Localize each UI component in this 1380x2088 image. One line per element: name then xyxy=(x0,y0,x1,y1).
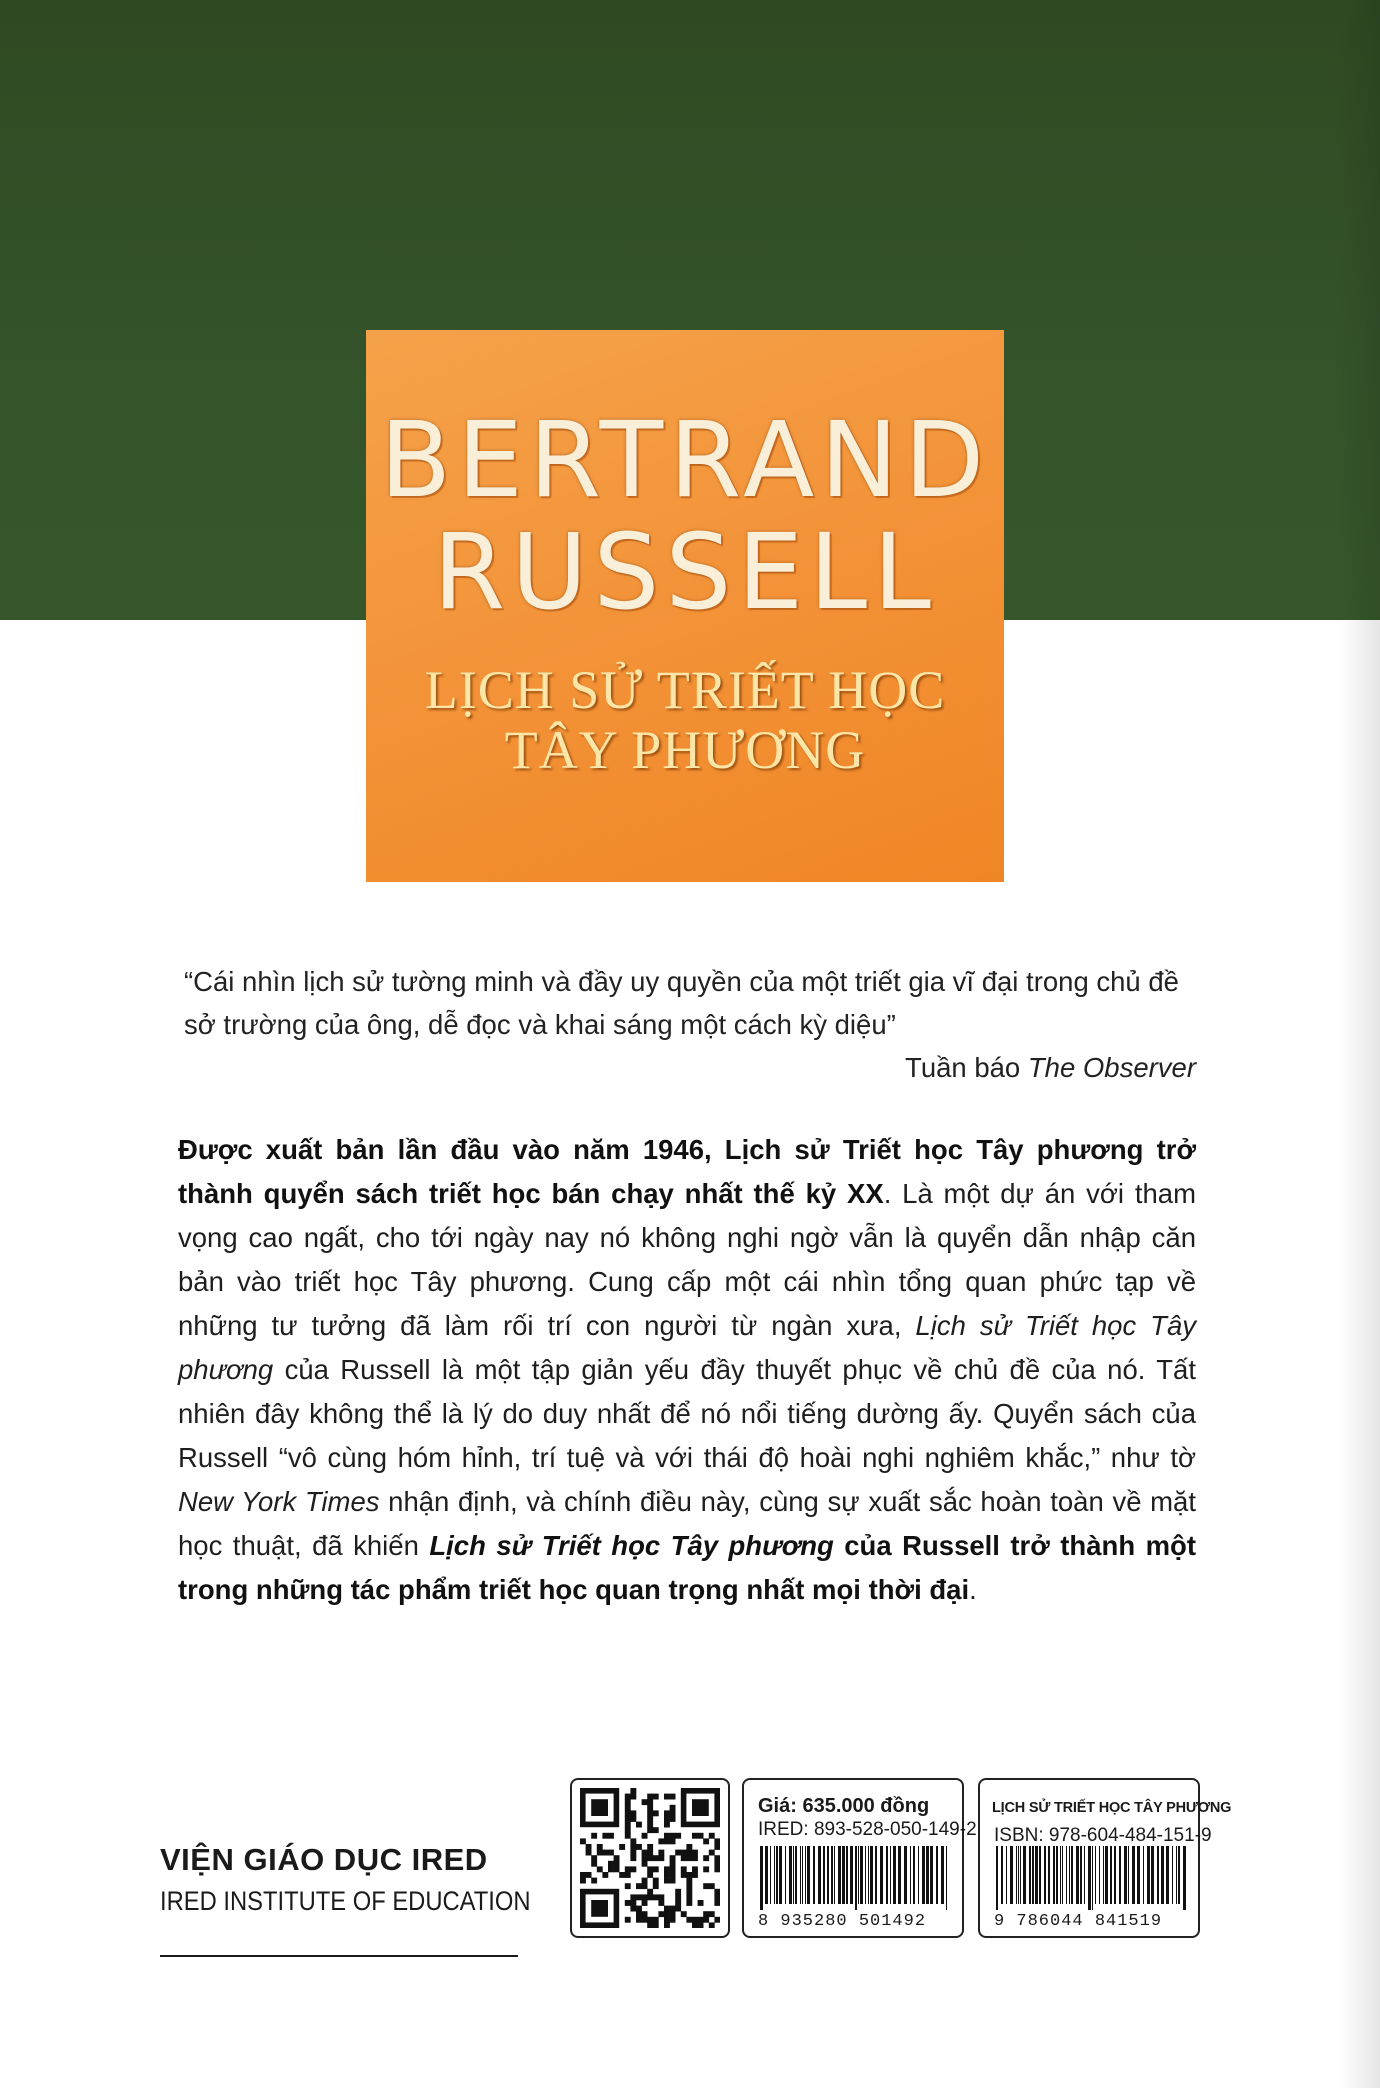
spine-shadow xyxy=(1338,0,1380,2088)
price-label xyxy=(742,1778,977,1938)
description-bold-1: Được xuất bản lần đầu vào năm 1946, Lịch sử Triết học Tây phương trở thành quyển sách triết học bán chạy nhất thế kỷ XX xyxy=(178,1134,1196,1209)
quote-source-publication: The Observer xyxy=(1027,1052,1196,1083)
book-description xyxy=(178,1128,1196,1612)
isbn-barcode-digits: 9 786044 841519 xyxy=(994,1912,1163,1931)
quote-source xyxy=(184,1046,1196,1089)
ired-code: IRED: 893-528-050-149-2 xyxy=(758,1819,977,1840)
isbn-text: ISBN: 978-604-484-151-9 xyxy=(994,1825,1212,1846)
isbn-barcode xyxy=(994,1846,1188,1910)
price-barcode-digits: 8 935280 501492 xyxy=(758,1912,927,1931)
publisher-name-en: IRED INSTITUTE OF EDUCATION xyxy=(160,1886,531,1916)
description-text-4: . xyxy=(969,1574,977,1605)
book-title-line1: LỊCH SỬ TRIẾT HỌC xyxy=(424,660,946,720)
price-barcode xyxy=(758,1846,952,1910)
description-text-3: nhận định, và chính điều này, cùng sự xuất sắc hoàn toàn về mặt học thuật, đã khiến xyxy=(178,1486,1196,1561)
qr-code-icon xyxy=(570,1778,730,1938)
publisher-block xyxy=(160,1842,530,1957)
book-title-line2: TÂY PHƯƠNG xyxy=(504,720,866,781)
description-italic-1: Lịch sử Triết học Tây phương xyxy=(178,1310,1196,1385)
quote-source-prefix: Tuần báo xyxy=(905,1052,1021,1083)
quote-text: “Cái nhìn lịch sử tường minh và đầy uy quyền của một triết gia vĩ đại trong chủ đề sở trường của ông, dễ đọc và khai sáng một cách kỳ diệu” xyxy=(184,966,1179,1040)
price-text: Giá: 635.000 đồng xyxy=(758,1795,930,1817)
description-italic-2: New York Times xyxy=(178,1486,380,1517)
description-text-2: của Russell là một tập giản yếu đầy thuyết phục về chủ đề của nó. Tất nhiên đây không thể là lý do duy nhất để nó nổi tiếng dường ấy. Quyển sách của Russell “vô cùng hóm hỉnh, trí tuệ và với thái độ hoài nghi nghiêm khắc,” như tờ xyxy=(178,1354,1196,1473)
description-bold-italic-3: Lịch sử Triết học Tây phương xyxy=(429,1530,834,1561)
description-paragraph xyxy=(178,1128,1196,1612)
description-text-1: . Là một dự án với tham vọng cao ngất, cho tới ngày nay nó không nghi ngờ vẫn là quyển dẫn nhập căn bản vào triết học Tây phương. Cung cấp một cái nhìn tổng quan phức tạp về những tư tưởng đã làm rối trí con người từ ngàn xưa, xyxy=(178,1178,1196,1341)
isbn-label xyxy=(978,1778,1232,1938)
description-bold-3: của Russell trở thành một trong những tác phẩm triết học quan trọng nhất mọi thời đại xyxy=(178,1530,1196,1605)
title-panel xyxy=(366,330,1004,882)
qr-code-graphic xyxy=(580,1788,720,1928)
publisher-name-vn: VIỆN GIÁO DỤC IRED xyxy=(160,1842,488,1877)
author-first-name: BERTRAND xyxy=(379,399,991,521)
review-quote xyxy=(184,960,1196,1089)
author-last-name: RUSSELL xyxy=(432,511,937,633)
series-title: LỊCH SỬ TRIẾT HỌC TÂY PHƯƠNG xyxy=(992,1800,1232,1816)
publisher-underline xyxy=(160,1955,518,1957)
